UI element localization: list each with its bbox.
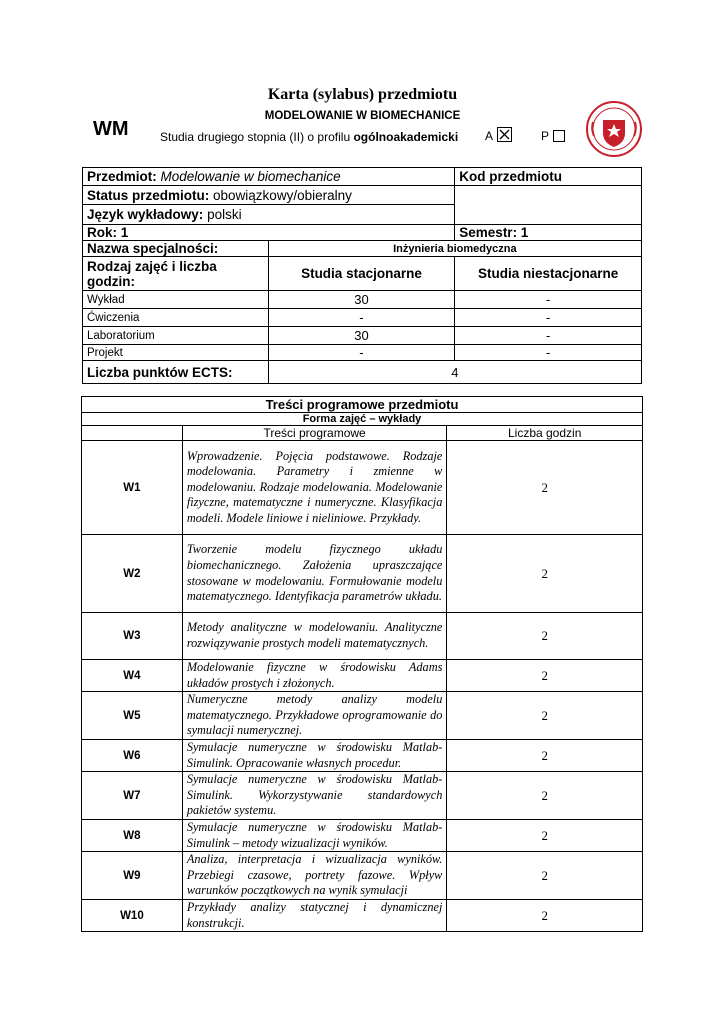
jezyk-cell — [83, 205, 455, 225]
row-stac: - — [268, 345, 455, 361]
unchecked-box-icon[interactable] — [553, 130, 565, 142]
lecture-code: W3 — [82, 613, 183, 660]
lecture-hours: 2 — [447, 692, 643, 740]
row-stac: 30 — [268, 291, 455, 309]
jezyk-value: polski — [207, 207, 242, 222]
lecture-content: Modelowanie fizyczne w środowisku Adams układów prostych i złożonych. — [182, 660, 447, 692]
lecture-content: Tworzenie modelu fizycznego układu biomechanicznego. Założenia upraszczające stosowane w modelowaniu. Formułowanie modelu matematycznego. Identyfikacja parametrów układu. — [182, 535, 447, 613]
lecture-content: Analiza, interpretacja i wizualizacja wyników. Przebiegi czasowe, portrety fazowe. Wpływ warunków początkowych na wynik symulacji — [182, 852, 447, 900]
row-niestac: - — [455, 309, 642, 327]
lecture-hours: 2 — [447, 739, 643, 771]
stacjonarne-header: Studia stacjonarne — [268, 257, 455, 291]
lecture-code: W6 — [82, 739, 183, 771]
semestr-cell — [455, 225, 642, 241]
lecture-code: W7 — [82, 772, 183, 820]
lecture-content: Symulacje numeryczne w środowisku Matlab-Simulink – metody wizualizacji wyników. — [182, 819, 447, 851]
ects-value: 4 — [268, 361, 641, 384]
lecture-code: W5 — [82, 692, 183, 740]
row-name: Wykład — [83, 291, 269, 309]
lecture-code: W2 — [82, 535, 183, 613]
row-niestac: - — [455, 327, 642, 345]
lecture-code: W1 — [82, 441, 183, 535]
option-a[interactable] — [485, 129, 512, 143]
kod-cell — [455, 168, 642, 186]
option-a-label: A — [485, 129, 494, 143]
header-empty-cell — [82, 426, 183, 441]
lecture-hours: 2 — [447, 852, 643, 900]
row-name: Laboratorium — [83, 327, 269, 345]
row-name: Projekt — [83, 345, 269, 361]
lecture-code: W8 — [82, 819, 183, 851]
przedmiot-cell — [83, 168, 455, 186]
col-tresci-header: Treści programowe — [182, 426, 447, 441]
ects-label-cell — [83, 361, 269, 384]
program-content-table — [81, 396, 643, 932]
row-name: Ćwiczenia — [83, 309, 269, 327]
option-p-label: P — [541, 129, 550, 143]
option-p[interactable] — [541, 129, 565, 143]
study-level — [160, 130, 458, 144]
forma-zajec: Forma zajęć – wykłady — [82, 413, 643, 426]
lecture-hours: 2 — [447, 660, 643, 692]
kod-label: Kod przedmiotu — [459, 169, 563, 184]
specjalnosc-label: Nazwa specjalności: — [87, 241, 219, 256]
specjalnosc-value: Inżynieria biomedyczna — [268, 241, 641, 257]
course-info-table — [82, 167, 642, 384]
checked-box-icon[interactable] — [497, 127, 512, 142]
specjalnosc-label-cell — [83, 241, 269, 257]
lecture-hours: 2 — [447, 899, 643, 931]
kod-value-cell — [455, 186, 642, 225]
subject-title: MODELOWANIE W BIOMECHANICE — [264, 110, 461, 122]
lecture-code: W9 — [82, 852, 183, 900]
row-niestac: - — [455, 345, 642, 361]
rok-label: Rok: 1 — [87, 225, 129, 240]
row-niestac: - — [455, 291, 642, 309]
lecture-hours: 2 — [447, 441, 643, 535]
lecture-hours: 2 — [447, 535, 643, 613]
lecture-code: W10 — [82, 899, 183, 931]
lecture-hours: 2 — [447, 772, 643, 820]
lecture-content: Przykłady analizy statycznej i dynamicznej konstrukcji. — [182, 899, 447, 931]
study-level-prefix: Studia drugiego stopnia (II) o profilu — [160, 130, 354, 144]
lecture-content: Numeryczne metody analizy modelu matematycznego. Przykładowe oprogramowanie do symulacji numerycznej. — [182, 692, 447, 740]
przedmiot-value: Modelowanie w biomechanice — [160, 169, 341, 184]
page-title: Karta (sylabus) przedmiotu — [267, 86, 458, 103]
rodzaj-label: Rodzaj zajęć i liczba godzin: — [83, 257, 269, 291]
semestr-label: Semestr: 1 — [459, 225, 529, 240]
przedmiot-label: Przedmiot: — [87, 169, 157, 184]
status-cell — [83, 186, 455, 205]
study-profile: ogólnoakademicki — [353, 130, 459, 144]
university-logo-icon — [585, 100, 643, 158]
lecture-content: Symulacje numeryczne w środowisku Matlab-Simulink. Opracowanie własnych procedur. — [182, 739, 447, 771]
ects-label: Liczba punktów ECTS: — [87, 364, 233, 380]
faculty-code: WM — [93, 118, 129, 140]
rok-cell — [83, 225, 455, 241]
lecture-hours: 2 — [447, 613, 643, 660]
row-stac: 30 — [268, 327, 455, 345]
lecture-code: W4 — [82, 660, 183, 692]
status-label: Status przedmiotu: — [87, 187, 210, 203]
niestacjonarne-header: Studia niestacjonarne — [455, 257, 642, 291]
col-godzin-header: Liczba godzin — [447, 426, 643, 441]
status-value: obowiązkowy/obieralny — [213, 187, 352, 203]
lecture-content: Symulacje numeryczne w środowisku Matlab-Simulink. Wykorzystywanie standardowych pakietów systemu. — [182, 772, 447, 820]
program-title: Treści programowe przedmiotu — [82, 397, 643, 413]
lecture-content: Metody analityczne w modelowaniu. Analityczne rozwiązywanie prostych modeli matematycznych. — [182, 613, 447, 660]
jezyk-label: Język wykładowy: — [87, 207, 204, 222]
lecture-hours: 2 — [447, 819, 643, 851]
row-stac: - — [268, 309, 455, 327]
lecture-content: Wprowadzenie. Pojęcia podstawowe. Rodzaje modelowania. Parametry i zmienne w modelowaniu. Rodzaje modelowania. Modelowanie fizyczne, matematyczne i numeryczne. Klasyfikacja modeli. Modele liniowe i nieliniowe. Przykłady. — [182, 441, 447, 535]
